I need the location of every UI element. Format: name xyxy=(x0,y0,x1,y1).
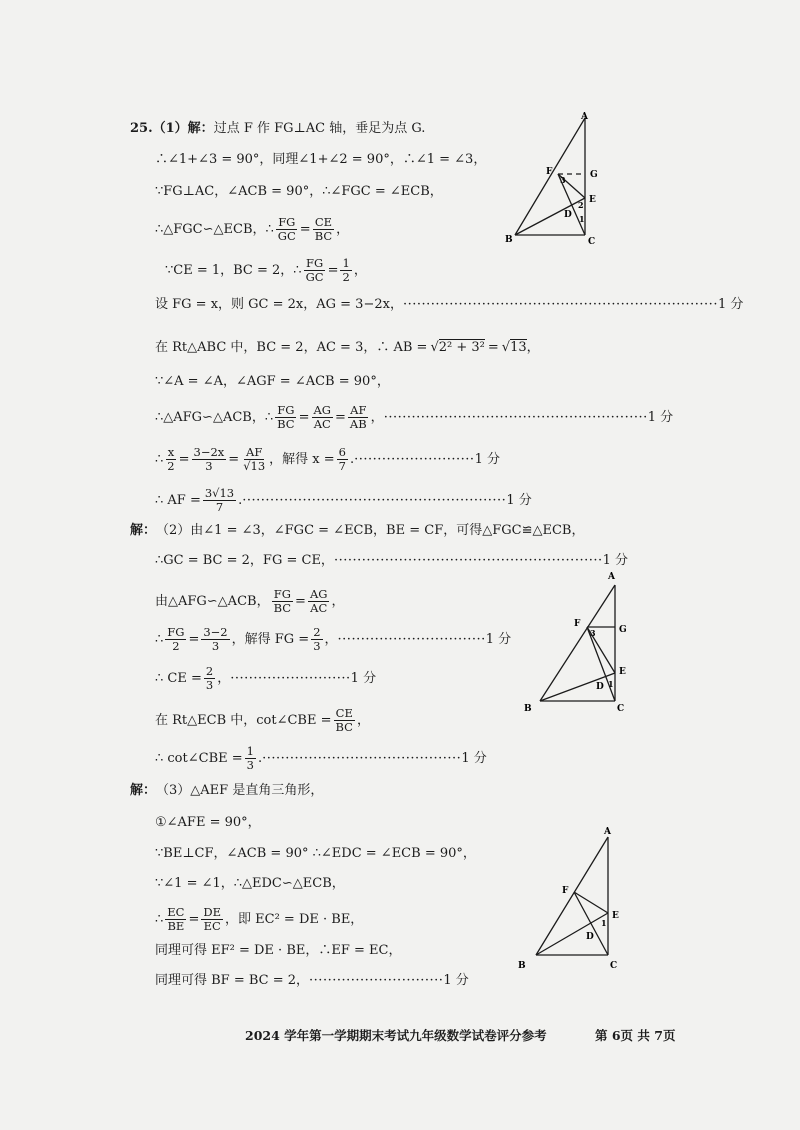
fraction xyxy=(312,404,334,431)
dot-leader: ································ xyxy=(337,631,486,647)
line-text: 在 Rt△ABC 中，BC = 2，AC = 3，∴ AB = xyxy=(155,340,428,355)
line-text: ∵∠A = ∠A，∠AGF = ∠ACB = 90°， xyxy=(155,374,390,389)
line-text: ∵BE⊥CF，∠ACB = 90° ∴∠EDC = ∠ECB = 90°， xyxy=(155,846,476,861)
punctuation: ， xyxy=(356,712,370,728)
triangle-figure-1 xyxy=(495,110,615,250)
fraction xyxy=(165,906,186,933)
fraction xyxy=(192,446,227,473)
equals-sign: = xyxy=(298,409,310,425)
score-mark: 1 分 xyxy=(647,409,674,425)
denominator: BC xyxy=(335,720,353,734)
label-f: F xyxy=(574,619,581,629)
line-text: ①∠AFE = 90°， xyxy=(155,815,261,830)
equals-sign: = xyxy=(228,451,240,467)
numerator: 2 xyxy=(205,664,214,678)
numerator: FG xyxy=(167,625,185,639)
numerator: FG xyxy=(278,215,296,229)
punctuation: ， xyxy=(336,221,350,237)
part1-line6 xyxy=(155,297,743,313)
part1-line5 xyxy=(165,257,367,284)
dot-leader: ···································································· xyxy=(402,297,718,312)
question-number: 25.（1） xyxy=(130,121,188,136)
score-mark: 1 分 xyxy=(350,670,377,686)
denominator: GC xyxy=(305,270,324,284)
part3-line7 xyxy=(155,973,469,989)
punctuation: ， xyxy=(370,409,384,425)
label-f: F xyxy=(546,167,553,177)
part2-line5 xyxy=(155,665,376,692)
label-f: F xyxy=(562,886,569,896)
equals-sign: = xyxy=(188,911,200,927)
part1-line10 xyxy=(155,446,500,473)
numerator: AF xyxy=(350,403,367,417)
angle-label-1: 1 xyxy=(608,679,614,689)
line-text: ∴ xyxy=(155,631,164,647)
line-text: ∴△AFG∽△ACB，∴ xyxy=(155,409,274,425)
part2-line7 xyxy=(155,745,487,772)
numerator: 3−2 xyxy=(203,625,228,639)
numerator: CE xyxy=(314,215,333,229)
numerator: CE xyxy=(335,706,353,720)
fraction xyxy=(337,446,348,473)
numerator: 1 xyxy=(246,744,254,758)
punctuation: ， xyxy=(324,631,338,647)
dot-leader: ····························· xyxy=(309,973,444,988)
punctuation: ， xyxy=(526,340,540,355)
line-text: 设 FG = x，则 GC = 2x，AG = 3−2x， xyxy=(155,297,403,312)
label-d: D xyxy=(586,932,594,942)
angle-label-3: 3 xyxy=(590,628,596,638)
fraction xyxy=(245,745,256,772)
dot-leader: ·························· xyxy=(230,670,351,686)
fraction xyxy=(304,257,326,284)
score-mark: 1 分 xyxy=(485,631,512,647)
side-ab xyxy=(536,837,608,955)
equals-sign: = xyxy=(487,340,499,355)
part1-line4 xyxy=(155,216,349,243)
line-text: ，解得 x = xyxy=(269,451,335,467)
denominator: EC xyxy=(203,919,221,933)
label-b: B xyxy=(518,961,526,971)
line-text: ∴△FGC∽△ECB，∴ xyxy=(155,221,274,237)
numerator: AG xyxy=(313,403,331,417)
numerator: FG xyxy=(273,587,291,601)
footer-title xyxy=(245,1028,547,1044)
denominator: 3 xyxy=(313,639,321,653)
numerator: 3√13 xyxy=(204,486,235,500)
line-text: 由△AFG∽△ACB， xyxy=(155,593,270,609)
fraction xyxy=(165,626,186,653)
label-e: E xyxy=(612,911,619,921)
denominator: 3 xyxy=(205,459,213,473)
solution-label: 解： xyxy=(187,121,214,136)
heading-text: 过点 F 作 FG⊥AC 轴，垂足为点 G. xyxy=(213,121,426,136)
denominator: 2 xyxy=(342,270,350,284)
fraction xyxy=(334,707,355,734)
punctuation: ， xyxy=(353,262,367,278)
label-a: A xyxy=(581,112,588,122)
line-text: 同理可得 BF = BC = 2， xyxy=(155,973,310,988)
punctuation: . xyxy=(238,492,243,508)
fraction xyxy=(275,404,296,431)
denominator: 2 xyxy=(167,459,175,473)
part1-heading xyxy=(130,121,425,137)
fraction xyxy=(201,626,229,653)
part1-line2 xyxy=(155,152,486,168)
line-text: ∵∠1 = ∠1，∴△EDC∽△ECB， xyxy=(155,876,345,891)
numerator: 6 xyxy=(338,445,346,459)
denominator: 2 xyxy=(172,639,180,653)
fraction xyxy=(203,487,236,514)
label-e: E xyxy=(589,195,596,205)
numerator: FG xyxy=(305,256,324,270)
equals-sign: = xyxy=(335,409,346,425)
punctuation: . xyxy=(349,451,355,467)
numerator: DE xyxy=(203,905,222,919)
part2-line1 xyxy=(130,523,584,539)
score-mark: 1 分 xyxy=(474,451,500,467)
label-b: B xyxy=(505,235,513,245)
punctuation: . xyxy=(257,750,263,766)
numerator: EC xyxy=(167,905,185,919)
fraction xyxy=(276,216,298,243)
part1-line9 xyxy=(155,404,673,431)
score-mark: 1 分 xyxy=(461,750,487,766)
numerator: AF xyxy=(246,445,263,459)
denominator: AC xyxy=(310,601,328,615)
angle-label-1: 1 xyxy=(579,214,585,224)
score-mark: 1 分 xyxy=(717,297,744,312)
denominator: BC xyxy=(314,229,333,243)
part1-line11 xyxy=(155,487,532,514)
dot-leader: ························································· xyxy=(242,492,507,508)
angle-label-3: 3 xyxy=(560,175,566,185)
numerator: 1 xyxy=(342,256,350,270)
label-c: C xyxy=(610,961,618,971)
denominator: 3 xyxy=(211,639,220,653)
part1-line8 xyxy=(155,374,390,390)
score-mark: 1 分 xyxy=(506,492,532,508)
part2-line6 xyxy=(155,707,370,734)
score-mark: 1 分 xyxy=(443,973,469,988)
fraction xyxy=(201,906,223,933)
solution-label: 解： xyxy=(130,783,157,798)
numerator: FG xyxy=(277,403,295,417)
line-text: ，即 EC² = DE · BE， xyxy=(225,911,364,927)
label-g: G xyxy=(590,170,598,180)
part1-line7 xyxy=(155,340,540,356)
equals-sign: = xyxy=(327,262,339,278)
label-d: D xyxy=(564,210,572,220)
denominator: 3 xyxy=(205,678,214,692)
dot-leader: ·························································· xyxy=(333,553,603,568)
denominator: √13 xyxy=(243,459,266,473)
part3-line2 xyxy=(155,815,261,831)
equals-sign: = xyxy=(299,221,311,237)
dot-leader: ·························· xyxy=(354,451,475,467)
denominator: AB xyxy=(349,417,367,431)
line-text: ∴∠1+∠3 = 90°，同理∠1+∠2 = 90°，∴∠1 = ∠3， xyxy=(155,152,487,167)
numerator: x xyxy=(167,445,175,459)
fraction xyxy=(204,665,215,692)
line-text: 同理可得 EF² = DE · BE，∴EF = EC， xyxy=(155,943,402,958)
part2-line4 xyxy=(155,626,511,653)
line-text: （2）由∠1 = ∠3，∠FGC = ∠ECB，BE = CF，可得△FGC≌△ECB， xyxy=(156,523,585,538)
punctuation: ， xyxy=(331,593,345,609)
line-text: ∵FG⊥AC，∠ACB = 90°，∴∠FGC = ∠ECB， xyxy=(155,184,443,199)
fraction xyxy=(165,446,176,473)
label-a: A xyxy=(604,827,611,837)
label-e: E xyxy=(619,667,626,677)
fraction xyxy=(348,404,369,431)
punctuation: ， xyxy=(217,670,231,686)
line-text: ∴ xyxy=(155,911,164,927)
part3-line3 xyxy=(155,846,476,862)
label-g: G xyxy=(619,625,627,635)
label-c: C xyxy=(617,704,625,714)
part3-line1 xyxy=(130,783,323,799)
solution-label: 解： xyxy=(130,523,157,538)
numerator: AG xyxy=(309,587,328,601)
triangle-figure-2 xyxy=(520,565,640,715)
denominator: 3 xyxy=(246,758,254,772)
denominator: BC xyxy=(273,601,292,615)
equals-sign: = xyxy=(178,451,190,467)
fraction xyxy=(311,626,322,653)
footer-page-number xyxy=(595,1028,675,1044)
label-b: B xyxy=(524,704,532,714)
line-text: 在 Rt△ECB 中，cot∠CBE = xyxy=(155,712,332,728)
fraction xyxy=(272,588,293,615)
fraction xyxy=(308,588,330,615)
line-text: （3）△AEF 是直角三角形， xyxy=(156,783,324,798)
dot-leader: ························································· xyxy=(383,409,648,425)
fraction xyxy=(241,446,267,473)
footer-title-text: 2024 学年第一学期期末考试九年级数学试卷评分参考 xyxy=(245,1028,547,1043)
denominator: 7 xyxy=(215,500,224,514)
equals-sign: = xyxy=(295,593,306,609)
angle-label-2: 2 xyxy=(578,200,584,210)
score-mark: 1 分 xyxy=(602,553,629,568)
part3-line6 xyxy=(155,943,401,959)
line-text: ∴ xyxy=(155,451,164,467)
numerator: 3−2x xyxy=(193,445,225,459)
part3-line4 xyxy=(155,876,345,892)
line-text: ∴ CE = xyxy=(155,670,202,686)
denominator: BE xyxy=(167,919,185,933)
part1-line3 xyxy=(155,184,443,200)
numerator: 2 xyxy=(313,625,321,639)
dot-leader: ··········································· xyxy=(262,750,462,766)
fraction xyxy=(313,216,334,243)
label-d: D xyxy=(596,682,604,692)
denominator: GC xyxy=(277,229,296,243)
fraction xyxy=(340,257,351,284)
sqrt-expression: √13 xyxy=(501,340,527,355)
part3-line5 xyxy=(155,906,363,933)
line-text: ∴ AF = xyxy=(155,492,201,508)
line-text: ∴GC = BC = 2，FG = CE， xyxy=(155,553,334,568)
page-number-text: 第 6页 共 7页 xyxy=(595,1028,676,1043)
denominator: BC xyxy=(277,417,295,431)
sqrt-expression: √2² + 3² xyxy=(430,340,485,355)
radicand: 2² + 3² xyxy=(438,340,485,355)
equals-sign: = xyxy=(188,631,200,647)
line-text: ，解得 FG = xyxy=(231,631,310,647)
radicand: 13 xyxy=(510,340,527,355)
triangle-figure-3 xyxy=(512,825,630,975)
label-a: A xyxy=(608,572,615,582)
denominator: AC xyxy=(313,417,331,431)
part2-line3 xyxy=(155,588,344,615)
line-text: ∵CE = 1，BC = 2，∴ xyxy=(165,262,302,278)
angle-label-1: 1 xyxy=(601,918,607,928)
line-text: ∴ cot∠CBE = xyxy=(155,750,243,766)
label-c: C xyxy=(588,237,596,247)
denominator: 7 xyxy=(338,459,346,473)
